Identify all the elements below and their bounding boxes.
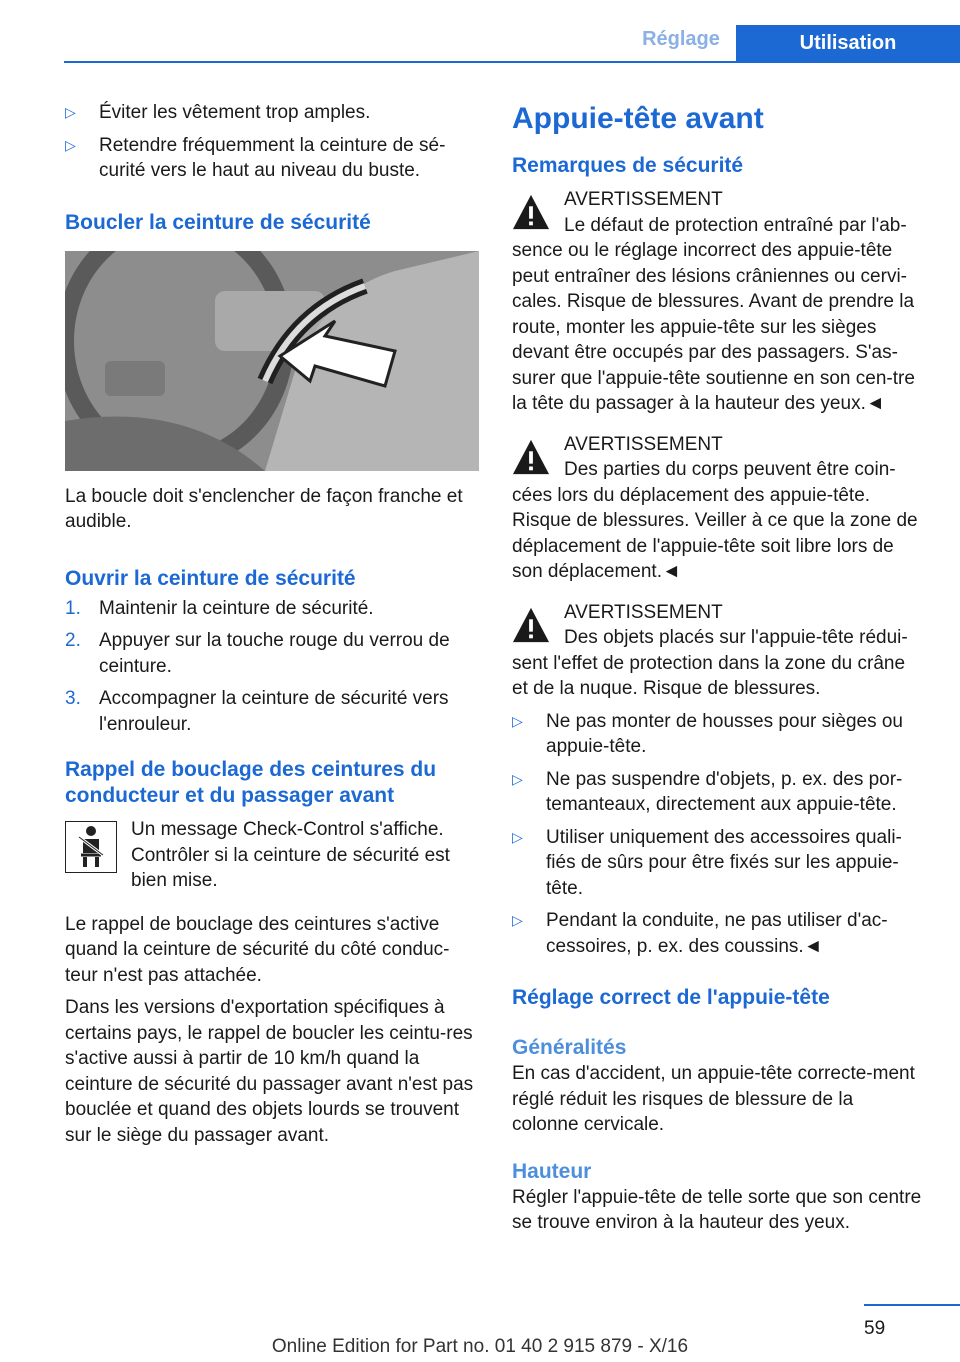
right-column <box>512 100 924 1236</box>
step-number: 2. <box>65 630 81 651</box>
warning-triangle-icon <box>512 193 550 231</box>
bullet-text: Pendant la conduite, ne pas utiliser d'ac‐cessoires, p. ex. des coussins.◄ <box>546 910 888 957</box>
numbered-item <box>65 596 477 622</box>
reminder-text: Un message Check-Control s'affiche. Contrôler si la ceinture de sécurité est bien mise. <box>131 819 450 891</box>
triangle-right-icon: ▷ <box>65 136 76 153</box>
warning-text: Le défaut de protection entraîné par l'ab‐sence ou le réglage incorrect des appuie-tête peut entraîner des lésions crâniennes ou cervi‐cales. Risque de blessures. Avant de prendre la route, monter les appuie-tête sur les sièges devant être occupés par des passagers. S'as‐surer que l'appuie-tête soutienne en son cen‐tre la tête du passager à la hauteur des yeux.◄ <box>512 214 915 414</box>
page-number-rule <box>864 1304 960 1306</box>
bullet-item <box>512 709 924 760</box>
numbered-item <box>65 628 477 679</box>
heading-general: Généralités <box>512 1036 627 1059</box>
seat-buckle-photo <box>65 251 479 471</box>
page-number: 59 <box>864 1318 886 1339</box>
bullet-item <box>65 100 477 126</box>
step-number: 3. <box>65 688 81 709</box>
warning-block <box>512 187 924 417</box>
header-rule <box>64 61 960 63</box>
heading-open: Ouvrir la ceinture de sécurité <box>65 566 356 590</box>
height-text: Régler l'appuie-tête de telle sorte que son centre se trouve environ à la hauteur des yeux. <box>512 1186 922 1233</box>
bullet-text: Utiliser uniquement des accessoires quali‐fiés de sûrs pour être fixés sur les appuie-tête. <box>546 826 902 899</box>
warning-block <box>512 600 924 702</box>
triangle-right-icon: ▷ <box>65 104 76 120</box>
header-tab-reglage[interactable]: Réglage <box>642 28 720 50</box>
bullet-item <box>512 767 924 818</box>
triangle-right-icon: ▷ <box>512 828 523 845</box>
heading-reminder: Rappel de bouclage des ceintures du conducteur et du passager avant <box>65 758 437 807</box>
warning-triangle-icon <box>512 606 550 644</box>
paragraph: Le rappel de bouclage des ceintures s'active quand la ceinture de sécurité du côté conduc‐teur n'est pas attachée. <box>65 913 450 986</box>
step-text: Accompagner la ceinture de sécurité vers l'enrouleur. <box>99 688 449 735</box>
bullet-text: Ne pas monter de housses pour sièges ou appuie-tête. <box>546 710 903 757</box>
general-text: En cas d'accident, un appuie-tête correcte‐ment réglé réduit les risques de blessure de la colonne cervicale. <box>512 1063 915 1135</box>
bullet-text: Éviter les vêtement trop amples. <box>99 102 371 123</box>
left-column <box>65 100 477 1148</box>
warning-title: AVERTISSEMENT <box>564 601 723 623</box>
triangle-right-icon: ▷ <box>512 712 523 729</box>
bullet-item <box>512 825 924 902</box>
heading-height: Hauteur <box>512 1159 592 1183</box>
warning-text: Des objets placés sur l'appuie-tête rédui‐sent l'effet de protection dans la zone du crâne et de la nuque. Risque de blessures. <box>512 627 908 699</box>
triangle-right-icon: ▷ <box>512 770 523 787</box>
bullet-text: Ne pas suspendre d'objets, p. ex. des por‐temanteaux, directement aux appuie-tête. <box>546 768 903 815</box>
heading-safety: Remarques de sécurité <box>512 154 744 177</box>
warning-title: AVERTISSEMENT <box>564 433 723 455</box>
numbered-item <box>65 686 477 737</box>
seatbelt-reminder-icon <box>65 821 117 873</box>
header-tab-utilisation[interactable]: Utilisation <box>736 25 960 61</box>
warning-text: Des parties du corps peuvent être coin‐cées lors du déplacement des appuie-tête. Risque de blessures. Veiller à ce que la zone de déplacement de l'appuie-tête soit libre lors de son déplacement.◄ <box>512 459 918 582</box>
edition-footer: Online Edition for Part no. 01 40 2 915 879 - X/16 <box>271 1336 689 1357</box>
bullet-item <box>65 133 477 184</box>
warning-triangle-icon <box>512 438 550 476</box>
buckle-text: La boucle doit s'enclencher de façon franche et audible. <box>65 485 463 532</box>
step-text: Appuyer sur la touche rouge du verrou de ceinture. <box>99 630 450 677</box>
heading-buckle: Boucler la ceinture de sécurité <box>65 210 371 234</box>
warning-title: AVERTISSEMENT <box>564 189 723 210</box>
reminder-block <box>65 817 477 894</box>
heading-headrest: Appuie-tête avant <box>512 102 764 135</box>
triangle-right-icon: ▷ <box>512 912 523 928</box>
heading-adjust: Réglage correct de l'appuie-tête <box>512 986 830 1009</box>
warning-block <box>512 432 924 585</box>
bullet-item <box>512 908 924 959</box>
paragraph: Dans les versions d'exportation spécifiques à certains pays, le rappel de boucler les ceintu‐res s'active aussi à partir de 10 km/h quand la ceinture de sécurité du passager avant n'est pas bouclée et quand des objets lourds se trouvent sur le siège du passager avant. <box>65 997 474 1146</box>
step-number: 1. <box>65 597 81 619</box>
step-text: Maintenir la ceinture de sécurité. <box>99 597 374 619</box>
bullet-text: Retendre fréquemment la ceinture de sé‐curité vers le haut au niveau du buste. <box>99 134 446 181</box>
